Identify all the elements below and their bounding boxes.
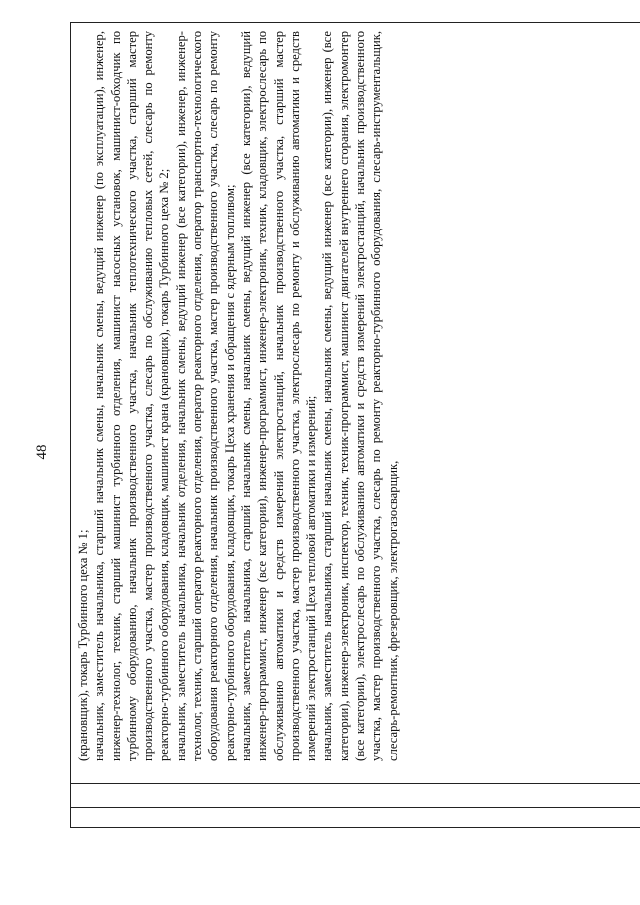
table-cell-text (75, 31, 640, 761)
table-frame (70, 22, 640, 828)
paragraph: (крановщик), токарь Турбинного цеха № 1; (76, 529, 90, 761)
column-divider-2 (71, 783, 640, 784)
paragraph: начальник, заместитель начальника, старший начальник смены, начальник смены, ведущий инженер (все категории), ведущий инженер-программист, инженер (все категории), инженер-программист, инженер-электроник, техник, кладовщик, электрослесарь по обслуживанию автоматики и средств измерений электростанций, начальник производственного участка, старший мастер производственного участка, мастер производственного участка, электрослесарь по ремонту и обслуживанию автоматики и средств измерений электростанций Цеха тепловой автоматики и измерений; (238, 31, 319, 761)
column-divider-1 (71, 807, 640, 808)
page-number: 48 (34, 444, 50, 460)
paragraph: начальник, заместитель начальника, старший начальник смены, начальник смены, ведущий инженер (все категории), инженер (все категории), инженер-электроник, инспектор, техник, техник-программист, машинист двигателей внутреннего сгорания, электромонтер (все категории), электрослесарь по обслуживанию автоматики и средств измерений электростанций, начальник производственного участка, мастер производственного участка, слесарь по ремонту реакторно-турбинного оборудования, слесарь-инструментальщик, слесарь-ремонтник, фрезеровщик, электрогазосварщик, (320, 31, 400, 761)
rotated-table (70, 31, 640, 828)
paragraph: начальник, заместитель начальника, начальник отделения, начальник смены, ведущий инженер (все категории), инженер, инженер-технолог, техник, старший оператор реакторного отделения, оператор реакторного отделения, оператор транспортно-технологического оборудования реакторного отделения, начальник производственного участка, мастер производственного участка, слесарь по ремонту реакторно-турбинного оборудования, кладовщик, токарь Цеха хранения и обращения с ядерным топливом; (173, 31, 237, 761)
paragraph: начальник, заместитель начальника, старший начальник смены, начальник смены, ведущий инженер (по эксплуатации), инженер, инженер-технолог, техник, старший машинист турбинного отделения, машинист насосных установок, машинист-обходчик по турбинному оборудованию, начальник производственного участка, начальник теплотехнического участка, старший мастер производственного участка, мастер производственного участка, слесарь по обслуживанию тепловых сетей, слесарь по ремонту реакторно-турбинного оборудования, кладовщик, машинист крана (крановщик), токарь Турбинного цеха № 2; (92, 31, 172, 761)
